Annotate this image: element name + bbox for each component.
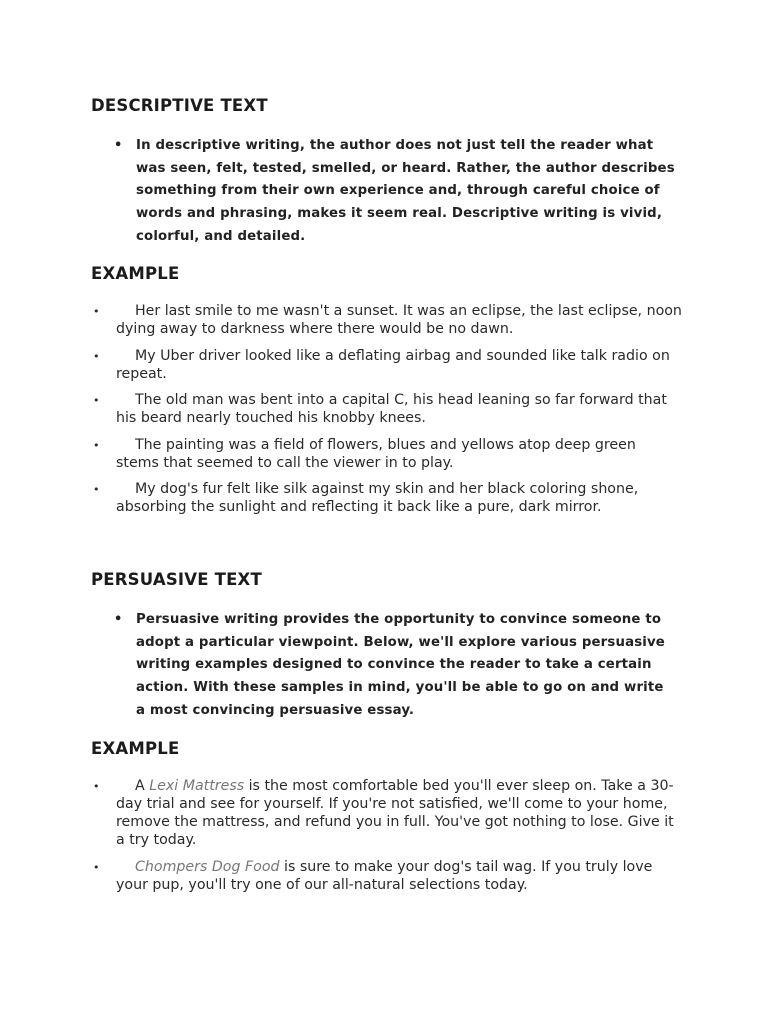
descriptive-example-list	[0, 302, 682, 525]
list-item	[0, 858, 682, 894]
bullet-icon: •	[93, 483, 100, 496]
bullet-icon: •	[93, 860, 100, 874]
descriptive-definition-list	[0, 135, 676, 249]
list-item	[0, 436, 682, 472]
lexi-mattress-link[interactable]: Lexi Mattress	[149, 778, 245, 794]
example-text: The old man was bent into a capital C, his head leaning so far forward that his beard nearly touched his knobby knees.	[116, 392, 667, 426]
example-text: Her last smile to me wasn't a sunset. It was an eclipse, the last eclipse, noon dying away to darkness where there would be no dawn.	[116, 303, 682, 337]
example-text: is the most comfortable bed you'll ever sleep on. Take a 30-day trial and see for yourself. If you're not satisfied, we'll come to your home, remove the mattress, and refund you in full. You've got nothing to lose. Give it a try today.	[116, 778, 674, 848]
example-prefix: A	[135, 778, 150, 794]
bullet-icon: •	[93, 305, 100, 318]
persuasive-heading: PERSUASIVE TEXT	[91, 570, 262, 589]
persuasive-definition	[0, 609, 676, 723]
list-item	[0, 480, 682, 516]
descriptive-definition-text: In descriptive writing, the author does not just tell the reader what was seen, felt, tested, smelled, or heard. Rather, the author describes something from their own experience and, through careful choice of words and phrasing, makes it seem real. Descriptive writing is vivid, colorful, and detailed.	[136, 138, 675, 244]
bullet-icon: •	[114, 138, 123, 153]
persuasive-example-heading: EXAMPLE	[91, 739, 180, 758]
persuasive-example-list	[0, 777, 682, 902]
bullet-icon: •	[93, 394, 100, 407]
chompers-dog-food-link[interactable]: Chompers Dog Food	[135, 858, 280, 875]
descriptive-heading: DESCRIPTIVE TEXT	[91, 96, 268, 115]
bullet-icon: •	[114, 612, 123, 627]
example-text: My Uber driver looked like a deflating airbag and sounded like talk radio on repeat.	[116, 347, 670, 382]
list-item	[0, 302, 682, 338]
bullet-icon: •	[93, 780, 100, 793]
list-item	[0, 777, 682, 849]
example-text: My dog's fur felt like silk against my skin and her black coloring shone, absorbing the sunlight and reflecting it back like a pure, dark mirror.	[116, 481, 639, 515]
descriptive-definition	[0, 135, 676, 249]
persuasive-definition-text: Persuasive writing provides the opportunity to convince someone to adopt a particular viewpoint. Below, we'll explore various persuasive writing examples designed to convince the reader to take a certain action. With these samples in mind, you'll be able to go on and write a most convincing persuasive essay.	[136, 612, 665, 718]
bullet-icon: •	[93, 349, 100, 363]
example-text: The painting was a field of flowers, blues and yellows atop deep green stems that seemed to call the viewer in to play.	[116, 436, 636, 471]
bullet-icon: •	[93, 438, 100, 452]
persuasive-definition-list	[0, 609, 676, 723]
list-item	[0, 347, 682, 383]
example-text: is sure to make your dog's tail wag. If you truly love your pup, you'll try one of our all-natural selections today.	[116, 858, 653, 893]
descriptive-example-heading: EXAMPLE	[91, 264, 180, 283]
list-item	[0, 391, 682, 427]
